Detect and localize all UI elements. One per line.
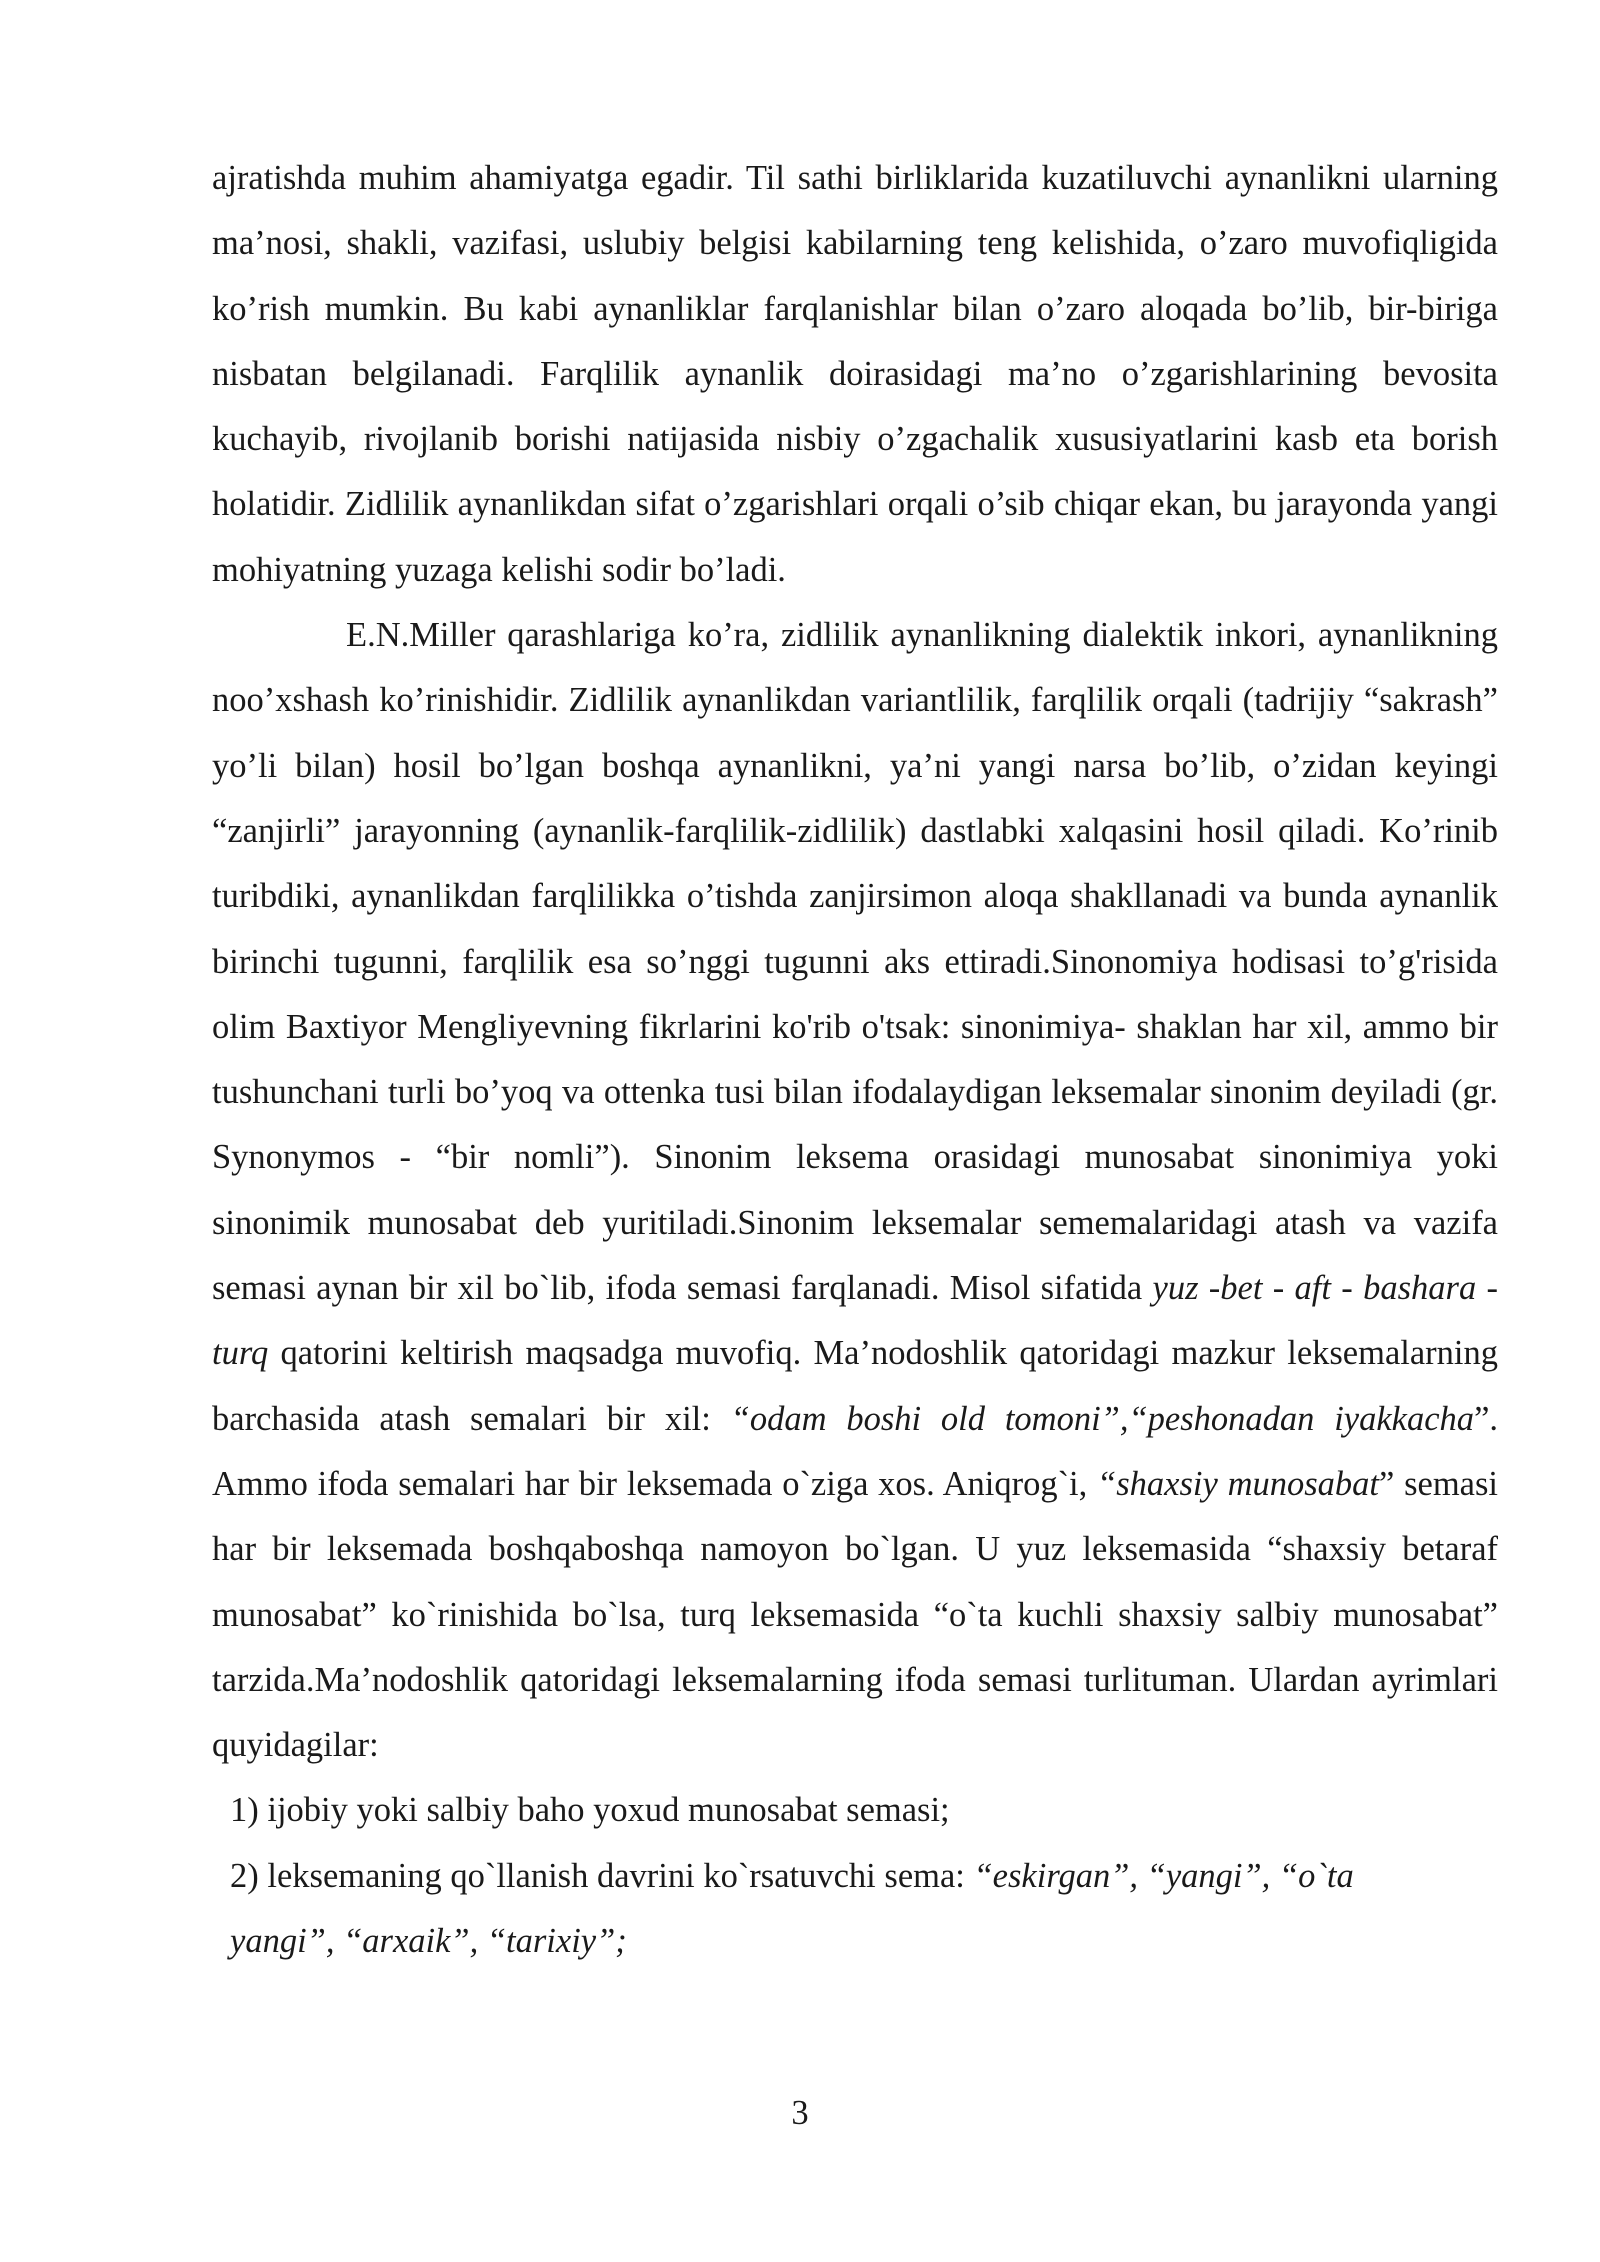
list-item-1: 1) ijobiy yoki salbiy baho yoxud munosabat semasi; <box>230 1791 950 1830</box>
paragraph-2 <box>212 603 1498 1778</box>
paragraph-1: ajratishda muhim ahamiyatga egadir. Til sathi birliklarida kuzatiluvchi aynanlikni ularning ma’nosi, shakli, vazifasi, uslubiy belgisi kabilarning teng kelishida, o’zaro muvofiqligida ko’rish mumkin. Bu kabi aynanliklar farqlanishlar bilan o’zaro aloqada bo’lib, bir-biriga nisbatan belgilanadi. Farqlilik aynanlik doirasidagi ma’no o’zgarishlarining bevosita kuchayib, rivojlanib borishi natijasida nisbiy o’zgachalik xususiyatlarini kasb eta borish holatidir. Zidlilik aynanlikdan sifat o’zgarishlari orqali o’sib chiqar ekan, bu jarayonda yangi mohiyatning yuzaga kelishi sodir bo’ladi. <box>212 159 1498 589</box>
personal-attitude-term: “shaxsiy munosabat <box>1097 1464 1379 1503</box>
paragraph-2-text-1: E.N.Miller qarashlariga ko’ra, zidlilik aynanlikning dialektik inkori, aynanlikning noo’xshash ko’rinishidir. Zidlilik aynanlikdan variantlilik, farqlilik orqali (tadrijiy “sakrash” yo’li bilan) hosil bo’lgan boshqa aynanlikni, ya’ni yangi narsa bo’lib, o’zidan keyingi “zanjirli” jarayonning (aynanlik-farqlilik-zidlilik) dastlabki xalqasini hosil qiladi. Ko’rinib turibdiki, aynanlikdan farqlilikka o’tishda zanjirsimon aloqa shakllanadi va bunda aynanlik birinchi tugunni, farqlilik esa so’nggi tugunni aks ettiradi.Sinonomiya hodisasi to’g'risida olim Baxtiyor Mengliyevning fikrlarini ko'rib o'tsak: sinonimiya- shaklan har xil, ammo bir tushunchani turli bo’yoq va ottenka tusi bilan ifodalaydigan leksemalar sinonim deyiladi (gr. Synonymos - “bir nomli”). Sinonim leksema orasidagi munosabat sinonimiya yoki sinonimik munosabat deb yuritiladi.Sinonim leksemalar sememalaridagi atash va vazifa semasi aynan bir xil bo`lib, ifoda semasi farqlanadi. Misol sifatida <box>212 616 1498 1308</box>
synonym-series-example: yuz -bet - aft - bashara - turq <box>212 1269 1498 1373</box>
list-item-2 <box>212 1844 1498 1909</box>
list-item-2-continuation <box>212 1909 1498 1974</box>
list-item-2-terms-a: “eskirgan”, “yangi”, “o`ta <box>973 1856 1354 1895</box>
list-item-2-terms-b: yangi”, “arxaik”, “tarixiy”; <box>230 1922 627 1961</box>
page-number: 3 <box>791 2094 809 2132</box>
document-body <box>212 146 1498 1974</box>
paragraph-2-text-3: ”. Ammo ifoda semalari har bir leksemada o`ziga xos. Aniqrog`i, <box>212 1399 1499 1503</box>
paragraph-2-text-2: qatorini keltirish maqsadga muvofiq. Ma’nodoshlik qatoridagi mazkur leksemalarning barchasida atash semalari bir xil: <box>212 1334 1498 1438</box>
denotative-seme-example: “odam boshi old tomoni”,“peshonadan iyakkacha <box>730 1399 1475 1438</box>
list-item-2-lead: 2) leksemaning qo`llanish davrini ko`rsatuvchi sema: <box>230 1856 974 1895</box>
paragraph-2-text-4: ” semasi har bir leksemada boshqaboshqa namoyon bo`lgan. U yuz leksemasida “shaxsiy betaraf munosabat” ko`rinishida bo`lsa, turq leksemasida “o`ta kuchli shaxsiy salbiy munosabat” tarzida.Ma’nodoshlik qatoridagi leksemalarning ifoda semasi turlituman. Ulardan ayrimlari quyidagilar: <box>212 1464 1498 1765</box>
